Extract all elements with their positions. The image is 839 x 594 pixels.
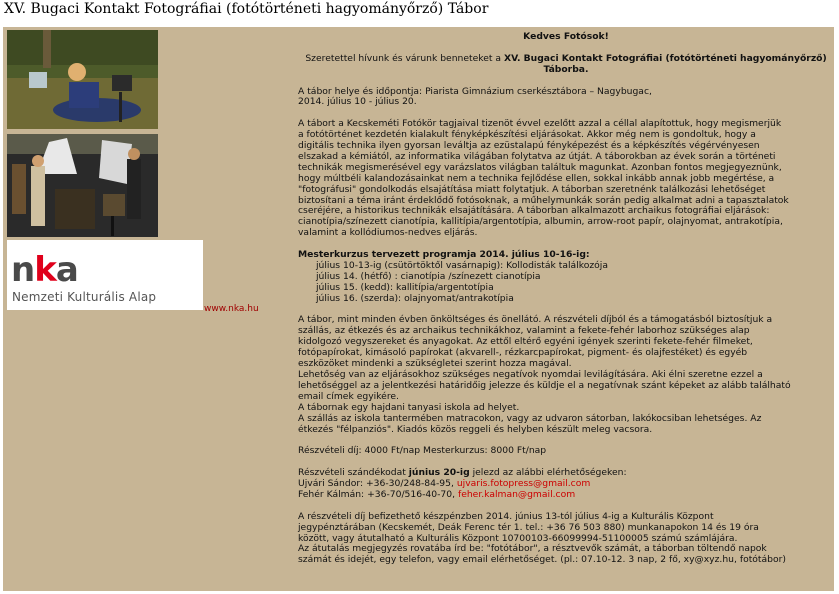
main-content [298, 32, 834, 566]
welcome-text: Szeretettel hívunk és várunk benneteket a XV. Bugaci Kontakt Fotográfiai (fotótörténeti hagyományőrző) Táborba. [305, 52, 827, 75]
photo-outdoor-shooting [7, 30, 158, 129]
email-link-ujvari[interactable]: ujvaris.fotopress@gmail.com [456, 478, 591, 490]
nka-logo [7, 240, 203, 310]
contact-ujvari: Ujvári Sándor: +36-30/248-84-95, ujvaris.fotopress@gmail.com [298, 478, 591, 490]
email-link-feher[interactable]: feher.kalman@gmail.com [457, 488, 576, 500]
program-list [298, 261, 834, 305]
nka-link[interactable]: www.nka.hu [204, 304, 259, 314]
venue-date: 2014. július 10 - július 20. [298, 96, 417, 108]
program-item: július 15. (kedd): kallitípia/argentotípia [316, 281, 494, 293]
photo-studio-session [7, 134, 158, 237]
nka-logo-mark: nka [11, 250, 78, 290]
nka-logo-subtitle: Nemzeti Kulturális Alap [12, 290, 157, 304]
contact-feher: Fehér Kálmán: +36-70/516-40-70, feher.kalman@gmail.com [298, 488, 576, 500]
program-item: július 14. (hétfő) : cianotípia /színezett cianotípia [316, 270, 541, 282]
intro-paragraph: A tábort a Kecskeméti Fotókör tagjaival tizenöt évvel ezelőtt azzal a céllal alapítottuk, hogy megismerjük a fotótörténet kezdetén kialakult fényképkészítési eljárásokat. Akkor még nem is gondoltuk, hogy a digitális technika ilyen gyorsan leváltja az ezüstalapú fényképezést és a képkészítés végérvényesen elszakad a kémiától, az informatika világában folytatva az útját. A táborokban az évek során a történeti technikák megismerésével egy varázslatos világban találtuk magunkat. Azonban fontos megjegyeznünk, hogy múltbéli kalandozásainkat nem a technika fejlődése ellen, sokkal inkább annak jobb megértése, a "fotográfusi" gondolkodás elsajátítása miatt folytatjuk. A táborban szeretnénk találkozási lehetőséget biztosítani a téma iránt érdeklődő fotósoknak, a műhelymunkák során pedig alkalmat adni a tapasztalatok cseréjére, a historikus technikák elsajátítására. A táborban alkalmazott archaikus fotográfiai eljárások: cianotípia/színezett cianotípia, kallitípia/argentotípia, albumin, arrow-root papír, olajnyomat, antrakotípia, valamint a kollódiumos-nedves eljárás. [298, 118, 789, 239]
info-paragraph: A tábor, mint minden évben önköltséges és önellátó. A részvételi díjból és a támogatásból biztosítjuk a szállás, az étkezés és az archaikus technikákhoz, valamint a fekete-fehér laborhoz szükséges alap kidolgozó vegyszereket és anyagokat. Az ettől eltérő egyéni igények szerinti fekete-fehér filmeket, fotópapírokat, kimásoló papírokat (akvarell-, rézkarcpapírokat, pigment- és olajfestéket) és egyéb eszközöket mindenki a szükségletei szerint hozza magával. Lehetőség van az eljárásokhoz szükséges negatívok nyomdai levilágítására. Aki élni szeretne ezzel a lehetőséggel az a jelentkezési határidőig jelezze és küldje el a negatívnak szánt képeket az alább található email címek egyikére. A tábornak egy hajdani tanyasi iskola ad helyet. A szállás az iskola tantermében matracokon, vagy az udvaron sátorban, lakókocsiban lehetséges. Az étkezés "félpanziós". Kiadós közös reggeli és helyben készült meleg vacsora. [298, 314, 791, 435]
signup-line: Részvételi szándékodat június 20-ig jelezd az alábbi elérhetőségeken: [298, 467, 627, 479]
program-item: július 10-13-ig (csütörtöktől vasárnapig): Kollodisták találkozója [316, 259, 608, 271]
venue-line: A tábor helye és időpontja: Piarista Gimnázium cserkésztábora – Nagybugac, [298, 85, 652, 97]
fee-line: Részvételi díj: 4000 Ft/nap Mesterkurzus: 8000 Ft/nap [298, 445, 547, 457]
payment-paragraph: A részvételi díj befizethető készpénzben 2014. június 13-tól július 4-ig a Kulturális Központ jegypénztárában (Kecskemét, Deák Ferenc tér 1. tel.: +36 76 503 880) munkanapokon 14 és 19 óra között, vagy átutalható a Kulturális Központ 10700103-66099994-51100005 számú számlájára. Az átutalás megjegyzés rovatába írd be: "fotótábor", a résztvevők számát, a táborban töltendő napok számát és idejét, egy telefon, vagy email elérhetőséget. (pl.: 07.10-12. 3 nap, 2 fő, xy@xyz.hu, fotótábor) [298, 510, 786, 566]
program-title: Mesterkurzus tervezett programja 2014. július 10-16-ig: [298, 249, 590, 261]
page-title: XV. Bugaci Kontakt Fotográfiai (fotótörténeti hagyományőrző) Tábor [4, 1, 489, 17]
program-item: július 16. (szerda): olajnyomat/antrakotípia [316, 292, 514, 304]
greeting: Kedves Fotósok! [523, 31, 609, 42]
